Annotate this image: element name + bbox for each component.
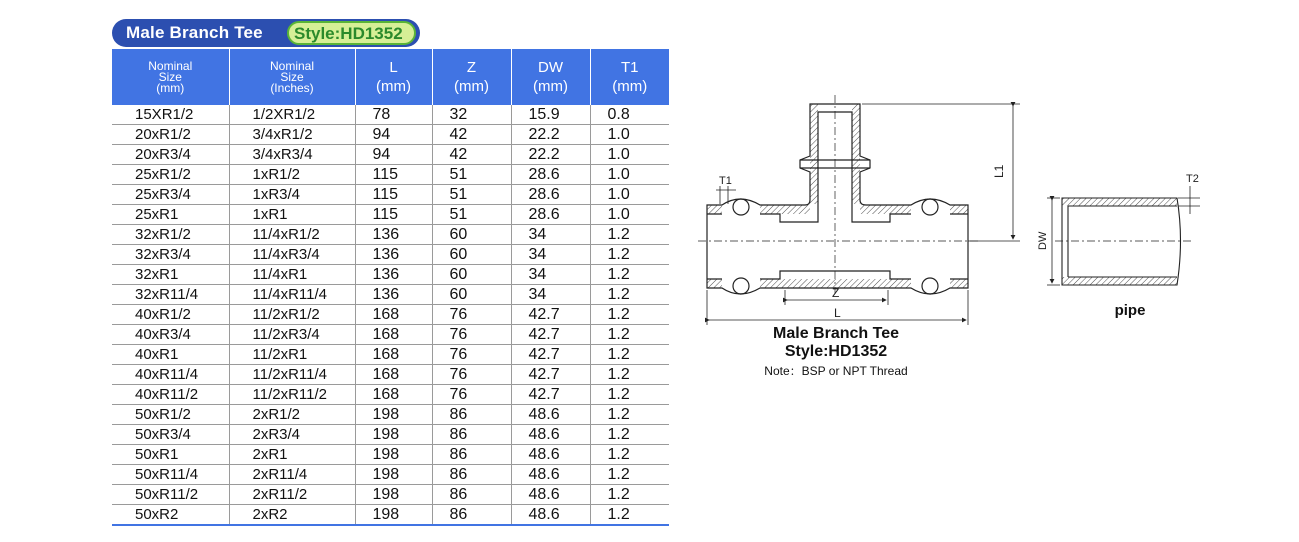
label-z: Z <box>832 286 840 300</box>
table-cell: 50xR1 <box>112 445 229 465</box>
table-cell: 2xR1 <box>229 445 355 465</box>
table-cell: 94 <box>355 145 432 165</box>
table-cell: 1.2 <box>590 405 669 425</box>
table-cell: 78 <box>355 105 432 125</box>
table-cell: 86 <box>432 425 511 445</box>
table-cell: 34 <box>511 285 590 305</box>
table-cell: 2xR11/4 <box>229 465 355 485</box>
table-cell: 198 <box>355 465 432 485</box>
table-cell: 136 <box>355 245 432 265</box>
table-cell: 11/4xR1/2 <box>229 225 355 245</box>
table-cell: 40xR11/2 <box>112 385 229 405</box>
table-cell: 136 <box>355 285 432 305</box>
table-cell: 48.6 <box>511 445 590 465</box>
table-cell: 115 <box>355 205 432 225</box>
table-cell: 76 <box>432 365 511 385</box>
table-cell: 1xR3/4 <box>229 185 355 205</box>
column-header-line: T1 <box>620 59 639 76</box>
table-cell: 1xR1/2 <box>229 165 355 185</box>
table-cell: 86 <box>432 485 511 505</box>
table-cell: 40xR1 <box>112 345 229 365</box>
table-cell: 1.2 <box>590 505 669 526</box>
column-header-line: Nominal <box>148 58 193 73</box>
table-cell: 2xR11/2 <box>229 485 355 505</box>
table-cell: 1.0 <box>590 205 669 225</box>
table-cell: 48.6 <box>511 485 590 505</box>
table-cell: 50xR11/2 <box>112 485 229 505</box>
table-cell: 28.6 <box>511 205 590 225</box>
table-cell: 1/2XR1/2 <box>229 105 355 125</box>
column-header-line: DW <box>538 59 563 76</box>
table-cell: 11/2xR1 <box>229 345 355 365</box>
table-cell: 76 <box>432 345 511 365</box>
table-cell: 76 <box>432 325 511 345</box>
table-cell: 115 <box>355 165 432 185</box>
table-cell: 15XR1/2 <box>112 105 229 125</box>
table-cell: 50xR1/2 <box>112 405 229 425</box>
table-cell: 51 <box>432 205 511 225</box>
table-cell: 1.2 <box>590 345 669 365</box>
table-cell: 2xR1/2 <box>229 405 355 425</box>
column-header-line: (mm) <box>376 78 411 95</box>
table-cell: 42.7 <box>511 385 590 405</box>
table-cell: 168 <box>355 365 432 385</box>
table-cell: 48.6 <box>511 425 590 445</box>
column-header-line: L <box>389 59 398 76</box>
table-cell: 198 <box>355 405 432 425</box>
table-cell: 86 <box>432 405 511 425</box>
table-cell: 42.7 <box>511 345 590 365</box>
table-cell: 51 <box>432 185 511 205</box>
table-cell: 25xR3/4 <box>112 185 229 205</box>
table-cell: 1.2 <box>590 265 669 285</box>
label-dw: DW <box>1037 231 1049 250</box>
table-cell: 1.2 <box>590 385 669 405</box>
table-cell: 168 <box>355 305 432 325</box>
table-cell: 1.2 <box>590 425 669 445</box>
column-header-line: (Inches) <box>270 80 314 95</box>
table-cell: 50xR3/4 <box>112 425 229 445</box>
pipe-drawing <box>1047 186 1200 285</box>
table-cell: 32xR11/4 <box>112 285 229 305</box>
column-header-line: Z <box>466 59 477 76</box>
table-cell: 60 <box>432 245 511 265</box>
table-cell: 1.0 <box>590 185 669 205</box>
table-cell: 86 <box>432 465 511 485</box>
table-cell: 50xR11/4 <box>112 465 229 485</box>
table-cell: 2xR2 <box>229 505 355 526</box>
table-cell: 1.2 <box>590 285 669 305</box>
table-cell: 42 <box>432 145 511 165</box>
table-cell: 25xR1 <box>112 205 229 225</box>
style-label: Style:HD1352 <box>294 24 403 43</box>
label-l1: L1 <box>992 164 1006 178</box>
table-cell: 32xR3/4 <box>112 245 229 265</box>
table-cell: 11/2xR11/2 <box>229 385 355 405</box>
product-title: Male Branch Tee <box>126 23 263 42</box>
table-cell: 60 <box>432 285 511 305</box>
table-cell: 28.6 <box>511 165 590 185</box>
table-cell: 198 <box>355 425 432 445</box>
table-cell: 198 <box>355 445 432 465</box>
table-cell: 15.9 <box>511 105 590 125</box>
table-cell: 48.6 <box>511 465 590 485</box>
table-cell: 60 <box>432 225 511 245</box>
table-cell: 11/4xR3/4 <box>229 245 355 265</box>
table-cell: 48.6 <box>511 405 590 425</box>
table-cell: 1xR1 <box>229 205 355 225</box>
table-cell: 1.2 <box>590 485 669 505</box>
table-cell: 40xR1/2 <box>112 305 229 325</box>
table-cell: 1.2 <box>590 465 669 485</box>
drawing-caption-style: Style:HD1352 <box>784 343 888 360</box>
table-cell: 136 <box>355 265 432 285</box>
table-cell: 1.2 <box>590 325 669 345</box>
table-cell: 1.2 <box>590 245 669 265</box>
table-cell: 40xR3/4 <box>112 325 229 345</box>
table-cell: 32 <box>432 105 511 125</box>
label-t1: T1 <box>719 175 732 187</box>
label-t2: T2 <box>1186 173 1199 185</box>
table-cell: 11/4xR1 <box>229 265 355 285</box>
table-cell: 1.2 <box>590 365 669 385</box>
table-cell: 11/2xR1/2 <box>229 305 355 325</box>
table-cell: 51 <box>432 165 511 185</box>
table-cell: 28.6 <box>511 185 590 205</box>
table-cell: 94 <box>355 125 432 145</box>
table-cell: 48.6 <box>511 505 590 526</box>
table-cell: 1.0 <box>590 165 669 185</box>
table-cell: 11/4xR11/4 <box>229 285 355 305</box>
table-cell: 34 <box>511 245 590 265</box>
table-cell: 168 <box>355 325 432 345</box>
table-cell: 42.7 <box>511 305 590 325</box>
table-cell: 2xR3/4 <box>229 425 355 445</box>
column-header-line: (mm) <box>156 80 185 95</box>
table-cell: 11/2xR3/4 <box>229 325 355 345</box>
table-cell: 32xR1/2 <box>112 225 229 245</box>
table-cell: 198 <box>355 505 432 526</box>
table-cell: 168 <box>355 385 432 405</box>
column-header-line: Size <box>158 69 182 84</box>
table-cell: 198 <box>355 485 432 505</box>
table-cell: 40xR11/4 <box>112 365 229 385</box>
column-header-line: (mm) <box>454 78 489 95</box>
table-cell: 1.0 <box>590 125 669 145</box>
table-cell: 60 <box>432 265 511 285</box>
table-cell: 11/2xR11/4 <box>229 365 355 385</box>
table-cell: 1.2 <box>590 305 669 325</box>
table-cell: 34 <box>511 265 590 285</box>
table-cell: 3/4xR3/4 <box>229 145 355 165</box>
table-cell: 25xR1/2 <box>112 165 229 185</box>
table-cell: 42.7 <box>511 365 590 385</box>
tee-body <box>698 95 978 294</box>
table-cell: 168 <box>355 345 432 365</box>
drawing-caption-title: Male Branch Tee <box>773 325 899 342</box>
table-cell: 136 <box>355 225 432 245</box>
column-header-line: Nominal <box>269 58 314 73</box>
table-cell: 50xR2 <box>112 505 229 526</box>
table-cell: 76 <box>432 385 511 405</box>
column-header-line: Size <box>280 69 304 84</box>
table-cell: 22.2 <box>511 125 590 145</box>
table-cell: 42 <box>432 125 511 145</box>
table-cell: 1.0 <box>590 145 669 165</box>
column-header-line: (mm) <box>612 78 648 95</box>
label-l: L <box>834 306 841 320</box>
dimension-lines <box>707 104 1020 325</box>
table-cell: 1.2 <box>590 445 669 465</box>
table-cell: 3/4xR1/2 <box>229 125 355 145</box>
table-cell: 0.8 <box>590 105 669 125</box>
table-cell: 76 <box>432 305 511 325</box>
table-cell: 86 <box>432 505 511 526</box>
table-cell: 20xR3/4 <box>112 145 229 165</box>
table-cell: 20xR1/2 <box>112 125 229 145</box>
column-header-line: (mm) <box>533 78 568 95</box>
pipe-caption: pipe <box>1114 302 1146 319</box>
table-cell: 22.2 <box>511 145 590 165</box>
drawing-caption-note: Note：BSP or NPT Thread <box>764 364 908 378</box>
table-cell: 115 <box>355 185 432 205</box>
table-cell: 86 <box>432 445 511 465</box>
table-cell: 32xR1 <box>112 265 229 285</box>
table-cell: 34 <box>511 225 590 245</box>
table-cell: 1.2 <box>590 225 669 245</box>
table-cell: 42.7 <box>511 325 590 345</box>
